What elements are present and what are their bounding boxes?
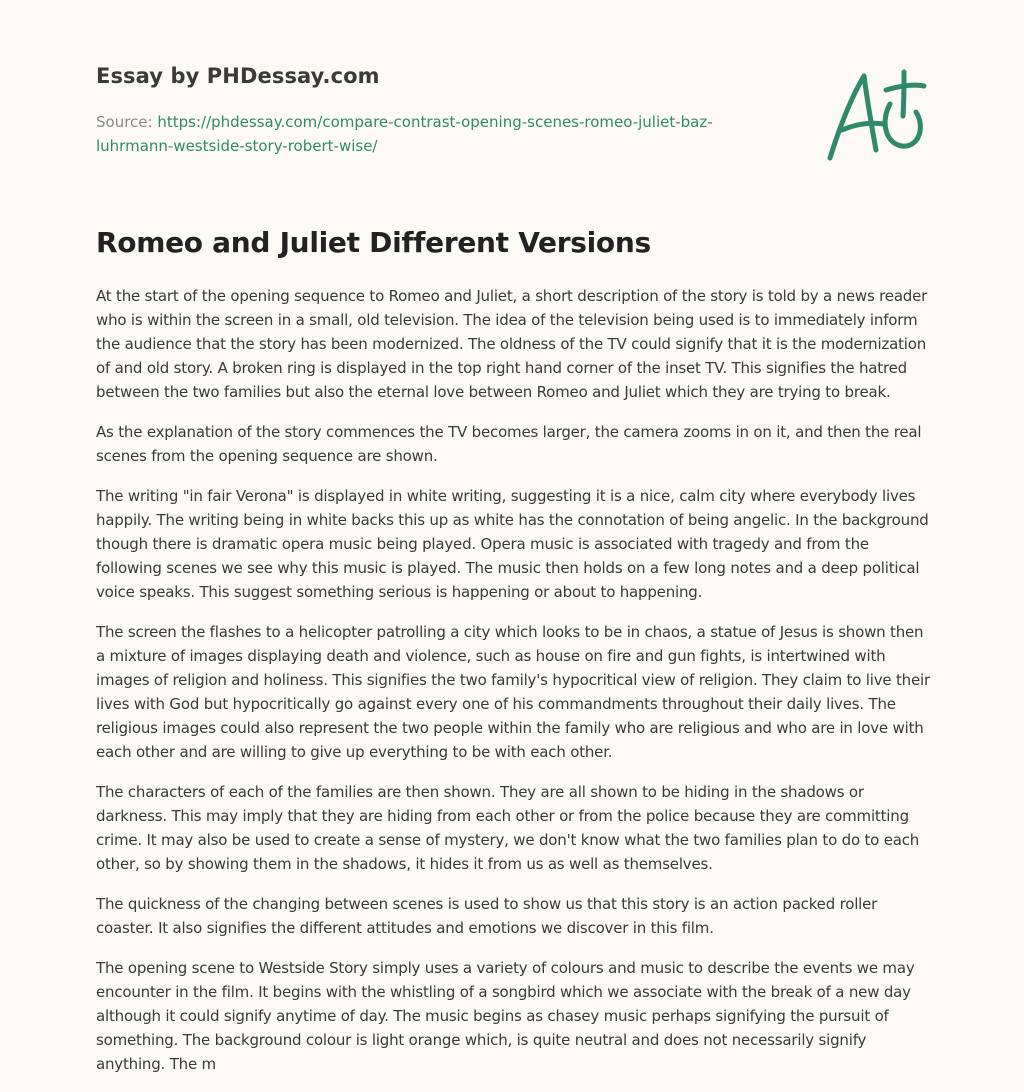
a-plus-grade-icon <box>820 66 932 166</box>
essay-paragraph: The quickness of the changing between scenes is used to show us that this story is an action packed roller coaster. It also signifies the different attitudes and emotions we discover in this film. <box>96 895 878 937</box>
brand-title: Essay by PHDessay.com <box>96 64 380 88</box>
source-label: Source: <box>96 113 153 131</box>
page-title: Romeo and Juliet Different Versions <box>96 226 651 259</box>
essay-paragraph: The characters of each of the families are then shown. They are all shown to be hiding in the shadows or darkness. This may imply that they are hiding from each other or from the police because they are committing crime. It may also be used to create a sense of mystery, we don't know what the two families plan to do to each other, so by showing them in the shadows, it hides it from us as well as themselves. <box>96 783 920 873</box>
essay-paragraph: The screen the flashes to a helicopter patrolling a city which looks to be in chaos, a statue of Jesus is shown then a mixture of images displaying death and violence, such as house on fire and gun fights, is intertwined with images of religion and holiness. This signifies the two family's hypocritical view of religion. They claim to live their lives with God but hypocritically go against every one of his commandments throughout their daily lives. The religious images could also represent the two people within the family who are religious and who are in love with each other and are willing to give up everything to be with each other. <box>96 623 930 761</box>
essay-paragraph: The writing "in fair Verona" is displayed in white writing, suggesting it is a nice, calm city where everybody lives happily. The writing being in white backs this up as white has the connotation of being angelic. In the background though there is dramatic opera music being played. Opera music is associated with tragedy and from the following scenes we see why this music is played. The music then holds on a few long notes and a deep political voice speaks. This suggest something serious is happening or about to happening. <box>96 487 929 601</box>
essay-paragraph: The opening scene to Westside Story simply uses a variety of colours and music to describe the events we may encounter in the film. It begins with the whistling of a songbird which we associate with the break of a new day although it could signify anytime of day. The music begins as chasey music perhaps signifying the pursuit of something. The background colour is light orange which, is quite neutral and does not necessarily signify anything. The m <box>96 959 915 1073</box>
essay-paragraph: As the explanation of the story commences the TV becomes larger, the camera zooms in on it, and then the real scenes from the opening sequence are shown. <box>96 423 922 465</box>
essay-body <box>96 284 934 1092</box>
essay-paragraph: At the start of the opening sequence to Romeo and Juliet, a short description of the story is told by a news reader who is within the screen in a small, old television. The idea of the television being used is to immediately inform the audience that the story has been modernized. The oldness of the TV could signify that it is the modernization of and old story. A broken ring is displayed in the top right hand corner of the inset TV. This signifies the hatred between the two families but also the eternal love between Romeo and Juliet which they are trying to break. <box>96 287 928 401</box>
source-line <box>96 110 736 158</box>
source-link[interactable]: https://phdessay.com/compare-contrast-opening-scenes-romeo-juliet-baz-luhrmann-westside-story-robert-wise/ <box>96 113 713 155</box>
